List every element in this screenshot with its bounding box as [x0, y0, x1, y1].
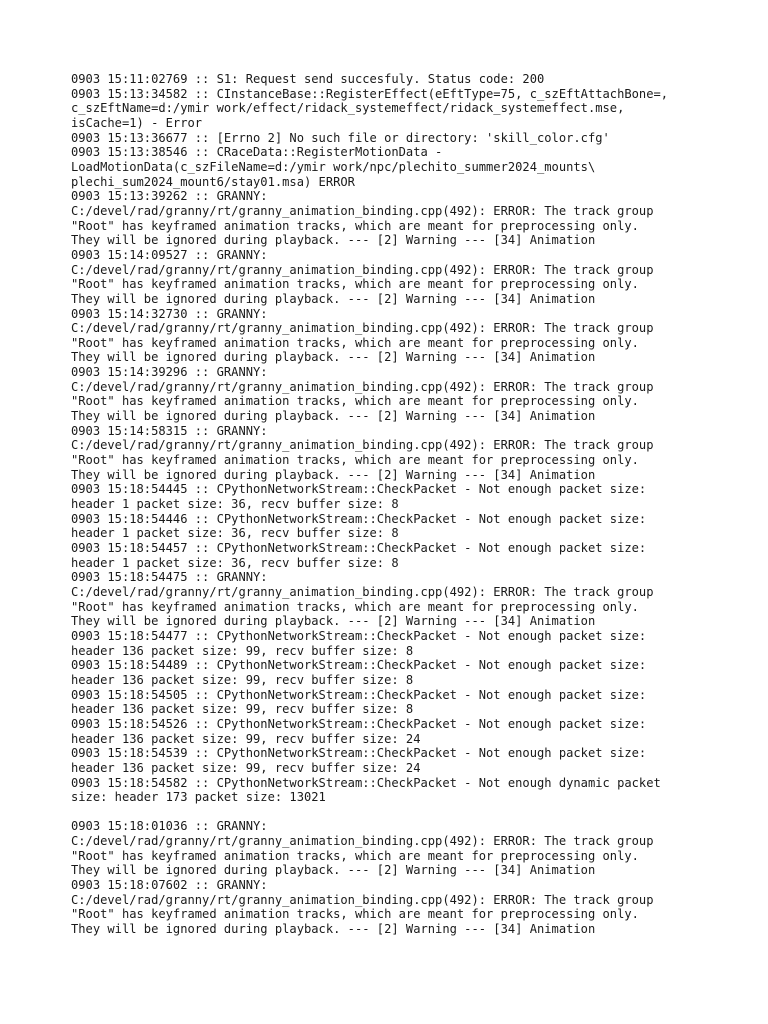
blank-line	[71, 805, 761, 820]
log-entry: 0903 15:18:01036 :: GRANNY: C:/devel/rad/granny/rt/granny_animation_binding.cpp(492): ERROR: The track group "Root" has keyframed animation tracks, which are meant for preprocessing only. They will be ignored during playback. --- [2] Warning --- [34] Animation	[71, 819, 654, 878]
log-entry: 0903 15:14:09527 :: GRANNY: C:/devel/rad/granny/rt/granny_animation_binding.cpp(492): ERROR: The track group "Root" has keyframed animation tracks, which are meant for preprocessing only. They will be ignored during playback. --- [2] Warning --- [34] Animation	[71, 247, 654, 306]
log-entry: 0903 15:13:39262 :: GRANNY: C:/devel/rad/granny/rt/granny_animation_binding.cpp(492): ERROR: The track group "Root" has keyframed animation tracks, which are meant for preprocessing only. They will be ignored during playback. --- [2] Warning --- [34] Animation	[71, 189, 654, 248]
log-entry: 0903 15:11:02769 :: S1: Request send succesfuly. Status code: 200	[71, 72, 545, 86]
log-entry: 0903 15:18:07602 :: GRANNY: C:/devel/rad/granny/rt/granny_animation_binding.cpp(492): ERROR: The track group "Root" has keyframed animation tracks, which are meant for preprocessing only. They will be ignored during playback. --- [2] Warning --- [34] Animation	[71, 878, 654, 937]
log-entry: 0903 15:14:58315 :: GRANNY: C:/devel/rad/granny/rt/granny_animation_binding.cpp(492): ERROR: The track group "Root" has keyframed animation tracks, which are meant for preprocessing only. They will be ignored during playback. --- [2] Warning --- [34] Animation	[71, 423, 654, 482]
log-entry: 0903 15:13:34582 :: CInstanceBase::RegisterEffect(eEftType=75, c_szEftAttachBone=, c_szEftName=d:/ymir work/effect/ridack_systemeffect/ridack_systemeffect.mse, isCache=1) - Error	[71, 86, 669, 130]
log-entry: 0903 15:13:36677 :: [Errno 2] No such file or directory: 'skill_color.cfg'	[71, 130, 610, 145]
log-entry: 0903 15:18:54457 :: CPythonNetworkStream::CheckPacket - Not enough packet size: header 1 packet size: 36, recv buffer size: 8	[71, 541, 647, 570]
log-entry: 0903 15:18:54477 :: CPythonNetworkStream::CheckPacket - Not enough packet size: header 136 packet size: 99, recv buffer size: 8	[71, 628, 647, 658]
log-entry: 0903 15:18:54445 :: CPythonNetworkStream::CheckPacket - Not enough packet size: header 1 packet size: 36, recv buffer size: 8	[71, 482, 647, 512]
log-entry: 0903 15:18:54489 :: CPythonNetworkStream::CheckPacket - Not enough packet size: header 136 packet size: 99, recv buffer size: 8	[71, 658, 647, 687]
log-entry: 0903 15:13:38546 :: CRaceData::RegisterMotionData - LoadMotionData(c_szFileName=d:/ymir work/npc/plechito_summer2024_mounts\ plechi_sum2024_mount6/stay01.msa) ERROR	[71, 145, 596, 189]
log-entry: 0903 15:18:54526 :: CPythonNetworkStream::CheckPacket - Not enough packet size: header 136 packet size: 99, recv buffer size: 24	[71, 716, 647, 746]
log-entry: 0903 15:18:54446 :: CPythonNetworkStream::CheckPacket - Not enough packet size: header 1 packet size: 36, recv buffer size: 8	[71, 511, 647, 541]
log-entry: 0903 15:14:32730 :: GRANNY: C:/devel/rad/granny/rt/granny_animation_binding.cpp(492): ERROR: The track group "Root" has keyframed animation tracks, which are meant for preprocessing only. They will be ignored during playback. --- [2] Warning --- [34] Animation	[71, 306, 654, 365]
log-entry: 0903 15:18:54505 :: CPythonNetworkStream::CheckPacket - Not enough packet size: header 136 packet size: 99, recv buffer size: 8	[71, 687, 647, 717]
log-entry: 0903 15:18:54582 :: CPythonNetworkStream::CheckPacket - Not enough dynamic packet size: header 173 packet size: 13021	[71, 775, 661, 805]
log-text	[71, 72, 761, 937]
log-entry: 0903 15:18:54539 :: CPythonNetworkStream::CheckPacket - Not enough packet size: header 136 packet size: 99, recv buffer size: 24	[71, 746, 647, 775]
log-entry: 0903 15:18:54475 :: GRANNY: C:/devel/rad/granny/rt/granny_animation_binding.cpp(492): ERROR: The track group "Root" has keyframed animation tracks, which are meant for preprocessing only. They will be ignored during playback. --- [2] Warning --- [34] Animation	[71, 570, 654, 629]
log-entry: 0903 15:14:39296 :: GRANNY: C:/devel/rad/granny/rt/granny_animation_binding.cpp(492): ERROR: The track group "Root" has keyframed animation tracks, which are meant for preprocessing only. They will be ignored during playback. --- [2] Warning --- [34] Animation	[71, 365, 654, 424]
